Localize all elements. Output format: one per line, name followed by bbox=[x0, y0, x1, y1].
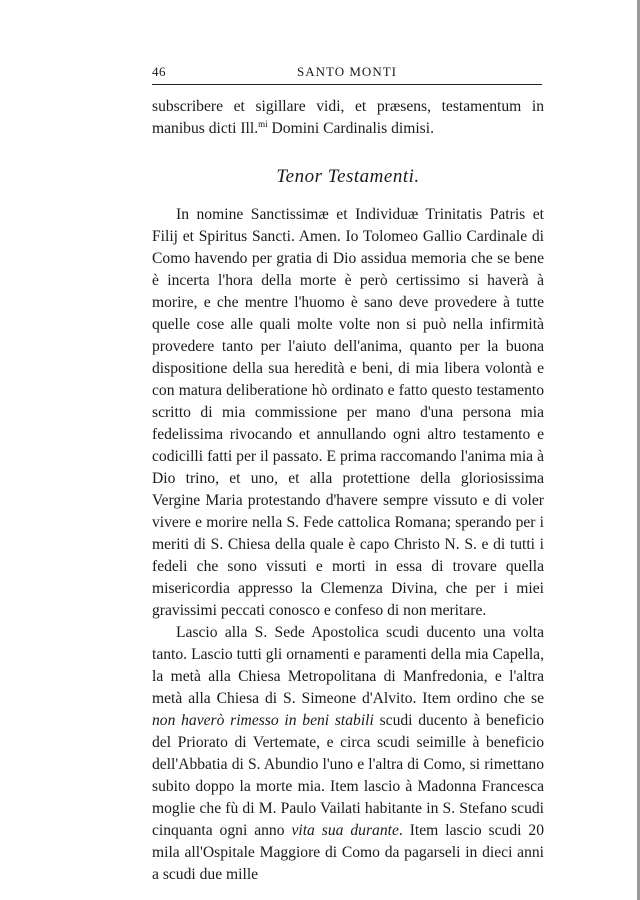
bequests-text-3: . Item lascio scudi 20 mila all'Ospitale Maggiore di Como da pagarseli in dieci anni a scudi due mille bbox=[152, 822, 545, 883]
paragraph-bequests bbox=[152, 622, 544, 886]
body-text bbox=[152, 96, 544, 886]
running-title: SANTO MONTI bbox=[297, 64, 397, 79]
opening-paragraph bbox=[152, 96, 544, 140]
page-number: 46 bbox=[152, 64, 166, 79]
opening-text: subscribere et sigillare vidi, et præsens, testamentum in manibus dicti Ill. bbox=[152, 98, 544, 137]
paragraph-invocation: In nomine Sanctissimæ et Individuæ Trinitatis Patris et Filij et Spiritus Sancti. Amen. Io Tolomeo Gallio Cardinale di Como havendo per gratia di Dio assidua memoria che se bene è incerta l'hora della morte è però certissimo si haverà à morire, e che mentre l'huomo è sano deve provedere à tutte quelle cose alle quali molte volte non si può nella infirmità provedere tanto per l'aiuto dell'anima, quanto per la buona dispositione della sua heredità e beni, di mia libera volontà e con matura deliberatione hò ordinato e fatto questo testamento scritto di mia commissione per mano d'una persona mia fedelissima rivocando et annullando ogni altro testamento e codicilli fatti per il passato. E prima raccomando l'anima mia à Dio trino, et uno, et alla protettione della gloriosissima Vergine Maria protestando d'havere sempre vissuto e di voler vivere e morire nella S. Fede cattolica Romana; sperando per i meriti di S. Chiesa della quale è capo Christo N. S. e di tutti i fedeli che sono vissuti e morti in essa di trovare quella misericordia appresso la Clemenza Divina, che per i miei gravissimi peccati conosco e confeso di non meritare. bbox=[152, 206, 544, 619]
section-heading: Tenor Testamenti. bbox=[276, 166, 420, 187]
bequests-italic-2: vita sua durante bbox=[291, 822, 399, 839]
bequests-italic-1: non haverò rimesso in beni stabili bbox=[152, 712, 374, 729]
opening-text-end: Domini Cardinalis dimisi. bbox=[267, 120, 434, 137]
bequests-text-1: Lascio alla S. Sede Apostolica scudi ducento una volta tanto. Lascio tutti gli ornamenti e paramenti della mia Capella, la metà alla Chiesa Metropolitana di Manfredonia, e l'altra metà alla Chiesa di S. Simeone d'Alvito. Item ordino che se bbox=[152, 624, 544, 707]
running-header bbox=[152, 62, 542, 85]
opening-superscript: mi bbox=[258, 118, 268, 129]
bequests-text-2: scudi ducento à beneficio del Priorato di Vertemate, e circa scudi seimille à beneficio dell'Abbatia di S. Abundio l'uno e l'altra di Como, si rimettano subito doppo la morte mia. Item lascio à Madonna Francesca moglie che fù di M. Paulo Vailati habitante in S. Stefano scudi cinquanta ogni anno bbox=[152, 712, 545, 839]
